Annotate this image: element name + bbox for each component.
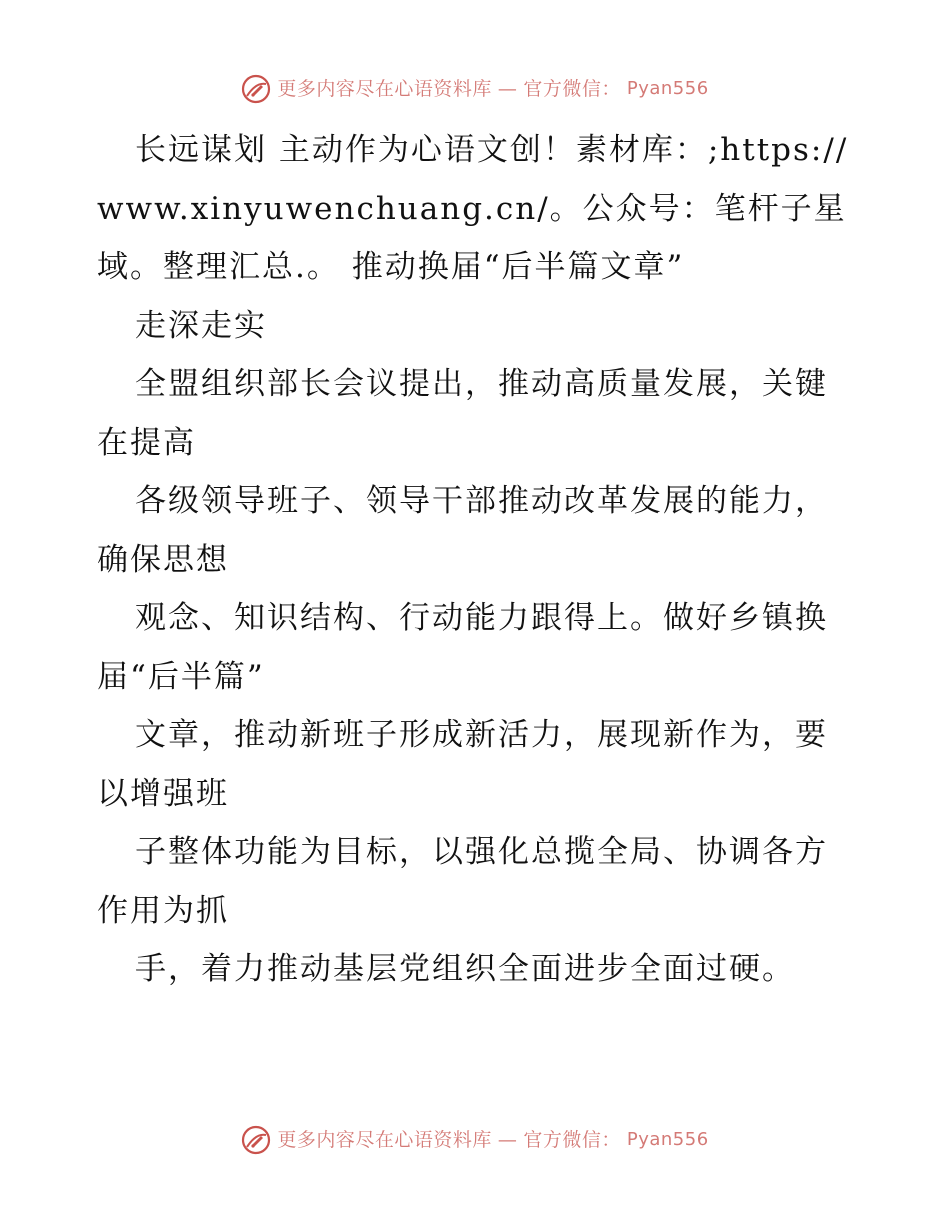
- document-body: [97, 121, 857, 999]
- banner-separator: —: [497, 78, 518, 100]
- paragraph-3: 全盟组织部长会议提出，推动高质量发展，关键在提高: [97, 366, 828, 461]
- footer-banner: [0, 1125, 950, 1155]
- paragraph-1: 长远谋划 主动作为心语文创！素材库：;https://www.xinyuwenchuang.cn/。公众号：笔杆子星域。整理汇总.。 推动换届“后半篇文章”: [97, 132, 849, 285]
- header-banner: [0, 74, 950, 104]
- banner-contact: 官方微信：: [523, 78, 621, 100]
- paragraph-7: 子整体功能为目标，以强化总揽全局、协调各方作用为抓: [97, 834, 828, 929]
- banner-handle: Pyan556: [626, 78, 709, 99]
- banner-text: 更多内容尽在心语资料库: [277, 1129, 492, 1151]
- paragraph-4: 各级领导班子、领导干部推动改革发展的能力，确保思想: [97, 483, 828, 578]
- banner-separator: —: [497, 1129, 518, 1151]
- pen-logo-icon: [241, 74, 271, 104]
- banner-handle: Pyan556: [626, 1129, 709, 1150]
- paragraph-8: 手，着力推动基层党组织全面进步全面过硬。: [135, 951, 795, 987]
- paragraph-2: 走深走实: [135, 307, 267, 344]
- banner-contact: 官方微信：: [523, 1129, 621, 1151]
- paragraph-5: 观念、知识结构、行动能力跟得上。做好乡镇换届“后半篇”: [97, 600, 828, 695]
- banner-text: 更多内容尽在心语资料库: [277, 78, 492, 100]
- pen-logo-icon: [241, 1125, 271, 1155]
- paragraph-6: 文章，推动新班子形成新活力，展现新作为，要以增强班: [97, 717, 828, 812]
